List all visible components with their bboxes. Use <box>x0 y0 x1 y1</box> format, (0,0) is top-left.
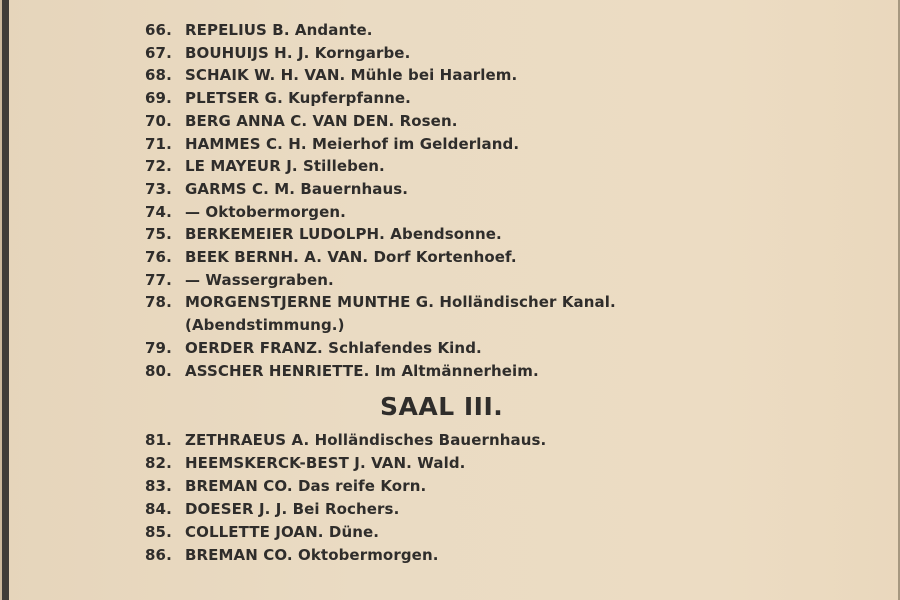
catalog-entry <box>145 521 845 544</box>
entry-number: 84. <box>145 500 172 518</box>
catalog-entry <box>145 498 845 521</box>
entry-number: 79. <box>145 338 172 357</box>
entry-text: BREMAN CO. Das reife Korn. <box>185 477 427 495</box>
entry-number: 76. <box>145 248 172 267</box>
entry-number: 86. <box>145 546 172 564</box>
entry-number: 72. <box>145 157 172 176</box>
entry-text: BERKEMEIER LUDOLPH. Abendsonne. <box>185 225 502 244</box>
entry-text: COLLETTE JOAN. Düne. <box>185 523 380 541</box>
entry-continuation: (Abendstimmung.) <box>185 316 345 335</box>
catalog-entry <box>145 452 845 475</box>
catalog-entry <box>145 201 845 224</box>
catalog-entry <box>145 337 845 360</box>
entry-text: HEEMSKERCK-BEST J. VAN. Wald. <box>185 454 466 472</box>
catalog-entry <box>145 291 845 336</box>
catalog-entry <box>145 133 845 156</box>
entry-text: OERDER FRANZ. Schlafendes Kind. <box>185 338 482 357</box>
entry-number: 75. <box>145 225 172 244</box>
catalog-entry <box>145 246 845 269</box>
left-border-rule <box>2 0 9 600</box>
entry-number: 74. <box>145 202 172 221</box>
catalog-entry <box>145 475 845 498</box>
entry-text: MORGENSTJERNE MUNTHE G. Holländischer Kanal. <box>185 293 616 312</box>
entry-text: BOUHUIJS H. J. Korngarbe. <box>185 43 411 62</box>
entry-number: 82. <box>145 454 172 472</box>
entry-number: 71. <box>145 134 172 153</box>
entry-text: BEEK BERNH. A. VAN. Dorf Kortenhoef. <box>185 248 517 267</box>
entry-text: GARMS C. M. Bauernhaus. <box>185 179 409 198</box>
catalog-entry <box>145 360 845 383</box>
entry-text: — Wassergraben. <box>185 270 334 289</box>
entry-number: 68. <box>145 66 172 85</box>
catalog-entry <box>145 110 845 133</box>
entry-number: 77. <box>145 270 172 289</box>
catalog-entry <box>145 429 845 452</box>
catalog-list-section-1 <box>145 19 845 382</box>
entry-text: BREMAN CO. Oktobermorgen. <box>185 546 439 564</box>
catalog-entry <box>145 155 845 178</box>
entry-text: REPELIUS B. Andante. <box>185 21 373 39</box>
entry-text: LE MAYEUR J. Stilleben. <box>185 157 385 176</box>
catalog-entry <box>145 223 845 246</box>
entry-text: — Oktobermorgen. <box>185 202 346 221</box>
catalog-entry <box>145 42 845 65</box>
catalog-entry <box>145 87 845 110</box>
section-heading: SAAL III. <box>380 392 504 421</box>
entry-number: 83. <box>145 477 172 495</box>
entry-number: 70. <box>145 111 172 130</box>
catalog-entry <box>145 544 845 567</box>
entry-number: 81. <box>145 431 172 449</box>
entry-number: 69. <box>145 89 172 108</box>
entry-text: BERG ANNA C. VAN DEN. Rosen. <box>185 111 458 130</box>
catalog-entry <box>145 64 845 87</box>
entry-number: 85. <box>145 523 172 541</box>
entry-text: PLETSER G. Kupferpfanne. <box>185 89 411 108</box>
entry-number: 73. <box>145 179 172 198</box>
entry-text: HAMMES C. H. Meierhof im Gelderland. <box>185 134 520 153</box>
entry-number: 80. <box>145 361 172 380</box>
entry-number: 67. <box>145 43 172 62</box>
entry-text: ZETHRAEUS A. Holländisches Bauernhaus. <box>185 431 547 449</box>
entry-text: SCHAIK W. H. VAN. Mühle bei Haarlem. <box>185 66 518 85</box>
catalog-entry <box>145 269 845 292</box>
catalog-list-section-2 <box>145 429 845 567</box>
catalog-entry <box>145 19 845 42</box>
entry-number: 78. <box>145 293 172 312</box>
entry-text: DOESER J. J. Bei Rochers. <box>185 500 400 518</box>
entry-text: ASSCHER HENRIETTE. Im Altmännerheim. <box>185 361 539 380</box>
catalog-entry <box>145 178 845 201</box>
entry-number: 66. <box>145 21 172 39</box>
